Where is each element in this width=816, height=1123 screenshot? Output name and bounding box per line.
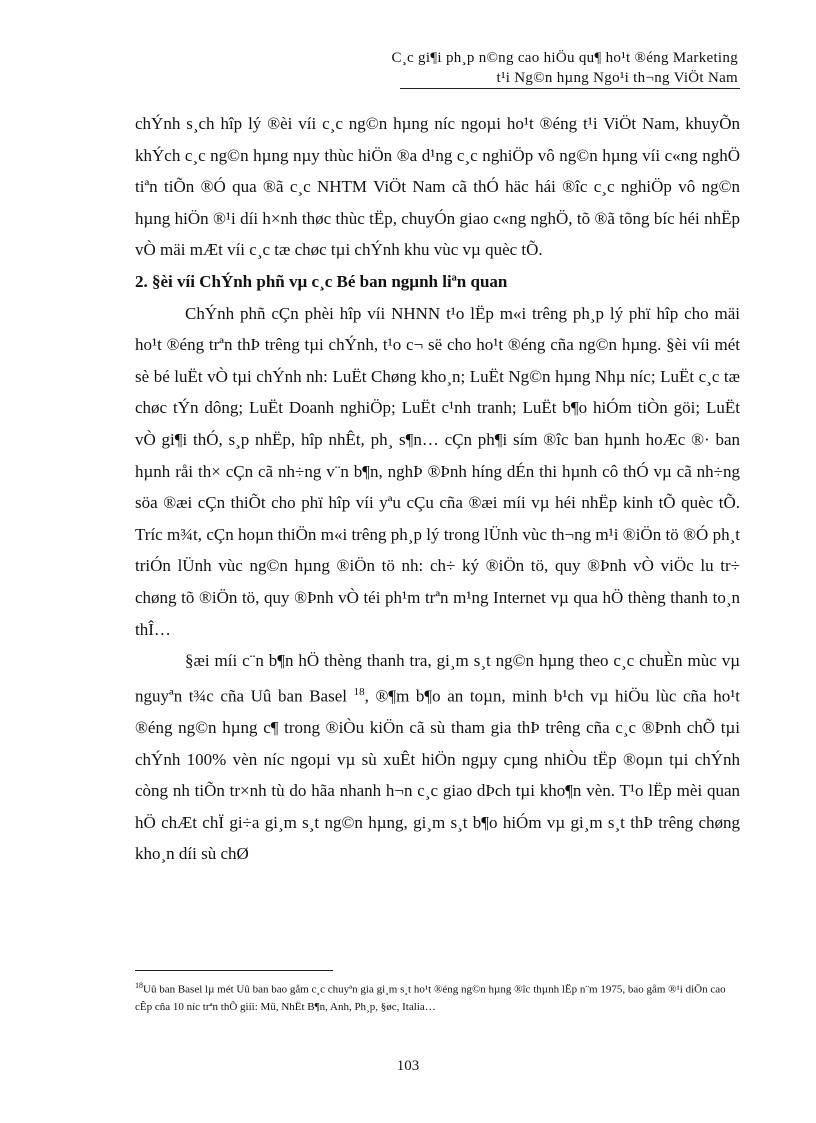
footnote-rule	[135, 970, 333, 971]
paragraph-2: ChÝnh phñ cÇn phèi hîp víi NHNN t¹o lËp m«i trêng ph¸p lý phï hîp cho mäi ho¹t ®éng trªn thÞ trêng tµi chÝnh, t¹o c¬ së cho ho¹t ®éng cña ng©n hµng. §èi víi mét sè bé luËt vÒ tµi chÝnh nh: LuËt Chøng kho¸n; LuËt Ng©n hµng Nhµ níc; LuËt c¸c tæ chøc tÝn dông; LuËt Doanh nghiÖp; LuËt c¹nh tranh; LuËt b¶o hiÓm tiÒn göi; LuËt vÒ gi¶i thÓ, s¸p nhËp, hîp nhÊt, ph¸ s¶n… cÇn ph¶i sím ®îc ban hµnh hoÆc ®· ban hµnh råi th× cÇn cã nh÷ng v¨n b¶n, nghÞ ®Þnh híng dÉn thi hµnh cô thÓ vµ cã nh÷ng söa ®æi cÇn thiÕt cho phï hîp víi yªu cÇu cña ®æi míi vµ héi nhËp kinh tÕ quèc tÕ. Tríc m¾t, cÇn hoµn thiÖn m«i trêng ph¸p lý trong lÜnh vùc th¬ng m¹i ®iÖn tö ®Ó ph¸t triÓn lÜnh vùc ng©n hµng ®iÖn tö nh: ch÷ ký ®iÖn tö, quy ®Þnh vÒ viÖc lu tr÷ chøng tõ ®iÖn tö, quy ®Þnh vÒ téi ph¹m trªn m¹ng Internet vµ qua hÖ thèng thanh to¸n thÎ…	[135, 303, 740, 639]
paragraph-3-text-a: §æi míi c¨n b¶n hÖ thèng thanh tra, gi¸m s¸t ng©n hµng theo c¸c chuÈn mùc vµ nguyªn t¾c cña Uû ban Basel	[135, 651, 740, 706]
body-text	[135, 108, 740, 870]
footnote-reference[interactable]: 18	[353, 685, 365, 698]
page-number: 103	[396, 1058, 420, 1074]
paragraph-1: chÝnh s¸ch hîp lý ®èi víi c¸c ng©n hµng níc ngoµi ho¹t ®éng t¹i ViÖt Nam, khuyÕn khÝch c¸c ng©n hµng nµy thùc hiÖn ®a d¹ng c¸c nghiÖp vô ng©n hµng víi c«ng nghÖ tiªn tiÕn ®Ó qua ®ã c¸c NHTM ViÖt Nam cã thÓ häc hái ®îc c¸c nghiÖp vô ng©n hµng hiÖn ®¹i díi h×nh thøc thùc tËp, chuyÓn giao c«ng nghÖ, tõ ®ã tõng bíc héi nhËp vÒ mäi mÆt víi c¸c tæ chøc tµi chÝnh khu vùc vµ quèc tÕ.	[135, 114, 740, 260]
paragraph-3	[135, 645, 740, 870]
running-header	[391, 48, 738, 88]
header-line-2: t¹i Ng©n hµng Ngo¹i th¬ng ViÖt Nam	[496, 70, 738, 86]
footnote	[135, 977, 740, 1016]
header-rule	[400, 88, 740, 89]
section-heading: 2. §èi víi ChÝnh phñ vµ c¸c Bé ban ngµnh liªn quan	[135, 271, 508, 291]
header-line-1: C¸c gi¶i ph¸p n©ng cao hiÖu qu¶ ho¹t ®éng Marketing	[391, 50, 738, 66]
paragraph-3-text-b: , ®¶m b¶o an toµn, minh b¹ch vµ hiÖu lùc cña ho¹t ®éng ng©n hµng c¶ trong ®iÒu kiÖn cã sù tham gia thÞ trêng cña c¸c ®Þnh chÕ tµi chÝnh 100% vèn níc ngoµi vµ sù xuÊt hiÖn ngµy cµng nhiÒu tËp ®oµn tµi chÝnh còng nh tiÕn tr×nh tù do hãa nhanh h¬n c¸c giao dÞch tµi kho¶n vèn. T¹o lËp mèi quan hÖ chÆt chÏ gi÷a gi¸m s¸t ng©n hµng, gi¸m s¸t b¶o hiÓm vµ gi¸m s¸t thÞ trêng chøng kho¸n díi sù chØ	[135, 686, 741, 864]
footnote-marker: 18	[135, 981, 143, 990]
footnote-text: Uû ban Basel lµ mét Uû ban bao gåm c¸c chuyªn gia gi¸m s¸t ho¹t ®éng ng©n hµng ®îc thµnh lËp n¨m 1975, bao gåm ®¹i diÖn cao cÊp cña 10 níc trªn thÕ giíi: Mü, NhËt B¶n, Anh, Ph¸p, §øc, Italia…	[135, 983, 726, 1013]
